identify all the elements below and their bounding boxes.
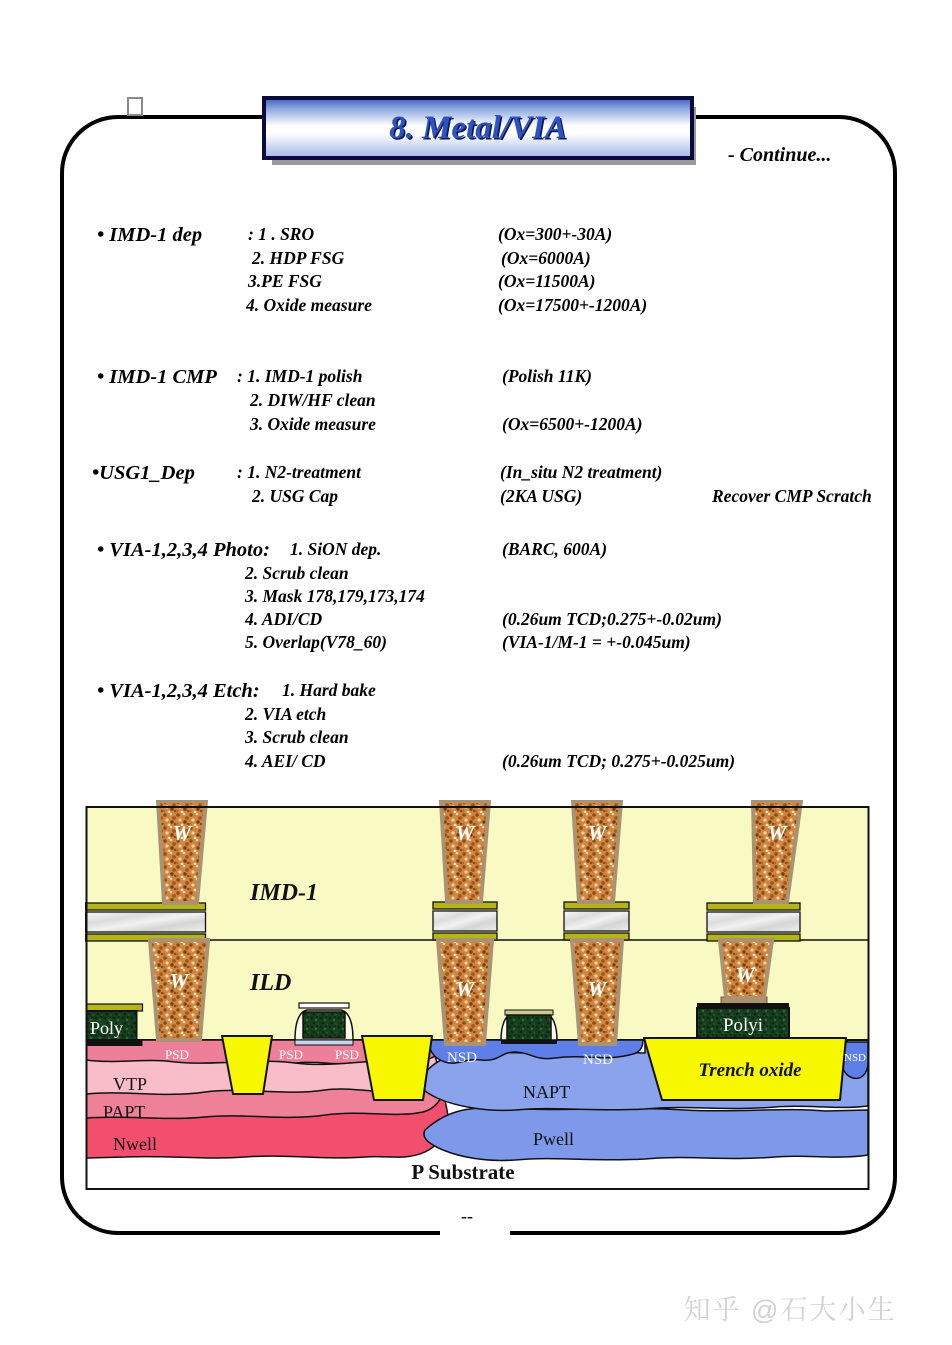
watermark: 知乎 @石大小生 [683,1295,897,1325]
page-title: 8. Metal/VIA [389,109,567,146]
step-param: (0.26um TCD; 0.275+-0.025um) [502,751,736,771]
vtp-label: VTP [113,1074,148,1094]
step-item: 2. HDP FSG [252,248,345,268]
step-item: 1. SiON dep. [290,539,382,559]
step-item: 1. Hard bake [282,680,376,700]
step-item: 3. Oxide measure [250,414,376,434]
trench-oxide-label: Trench oxide [698,1060,802,1081]
nsd-label: NSD [844,1052,867,1064]
w-label: W [455,977,475,1001]
block-header: • VIA-1,2,3,4 Etch: [97,680,260,702]
step-item: : 1. IMD-1 polish [237,366,363,386]
trench-oxide-small-2 [362,1036,432,1100]
metal1-line [433,902,497,940]
step-param: (Ox=6000A) [501,248,591,268]
psd-label: PSD [335,1047,359,1062]
psd-label: PSD [279,1047,303,1062]
step-param: (Ox=6500+-1200A) [502,414,643,434]
w-label: W [587,821,607,845]
w-label: W [172,821,192,845]
poly-label: Poly [90,1018,124,1038]
w-label: W [767,821,787,845]
w-label: W [735,963,755,987]
pwell-band [424,1108,868,1161]
step-item: : 1 . SRO [248,224,315,244]
block-header: • IMD-1 dep [97,224,203,246]
ild-label: ILD [250,970,292,996]
nmos-gate [501,1010,557,1044]
step-item: 5. Overlap(V78_60) [245,632,387,652]
papt-label: PAPT [103,1102,146,1122]
block-header: • IMD-1 CMP [97,366,217,388]
step-item: 3. Scrub clean [245,727,349,747]
w-label: W [169,969,189,993]
step-item: 4. ADI/CD [245,609,323,629]
w-label: W [455,821,475,845]
continue-label: - Continue... [728,144,832,166]
napt-label: NAPT [523,1082,571,1102]
p-substrate-label: P Substrate [411,1160,515,1184]
w-plug [158,801,206,903]
psd-label: PSD [165,1047,189,1062]
metal1-line [86,903,206,941]
step-item: : 1. N2-treatment [237,462,361,482]
step-param: (Ox=17500+-1200A) [498,295,648,315]
step-item: 2. DIW/HF clean [250,390,376,410]
footer-border-gap [440,1227,510,1239]
step-param: (VIA-1/M-1 = +-0.045um) [502,632,691,652]
metal1-line [564,902,629,940]
step-item: 3.PE FSG [248,271,322,291]
step-item: 4. Oxide measure [246,295,372,315]
w-label: W [587,977,607,1001]
title-banner [262,96,694,160]
page-number: -- [461,1206,473,1226]
step-param: (Ox=11500A) [498,271,596,291]
missing-glyph-box [127,97,143,116]
step-param: (In_situ N2 treatment) [500,462,663,482]
imd1-label: IMD-1 [250,880,319,906]
step-item: 2. USG Cap [252,486,339,506]
nsd-label: NSD [447,1050,478,1066]
nsd-label: NSD [583,1052,614,1068]
step-param: (Polish 11K) [502,366,592,386]
nwell-label: Nwell [113,1134,157,1154]
block-header: • VIA-1,2,3,4 Photo: [97,539,270,561]
step-item: 3. Mask 178,179,173,174 [245,586,425,606]
step-param: (BARC, 600A) [502,539,608,559]
block-header: •USG1_Dep [92,462,195,484]
step-param: (Ox=300+-30A) [498,224,613,244]
w-plug [441,801,489,902]
step-item: 2. VIA etch [245,704,327,724]
step-param: (2KA USG) [500,486,583,506]
polyi-label: Polyi [722,1015,764,1036]
step-item: 4. AEI/ CD [245,751,326,771]
pwell-label: Pwell [533,1129,575,1149]
metal1-line [707,903,800,941]
w-plug [573,801,621,902]
step-note: Recover CMP Scratch [712,486,872,506]
step-param: (0.26um TCD;0.275+-0.02um) [502,609,722,629]
cross-section-diagram [85,800,870,1195]
step-item: 2. Scrub clean [245,563,349,583]
